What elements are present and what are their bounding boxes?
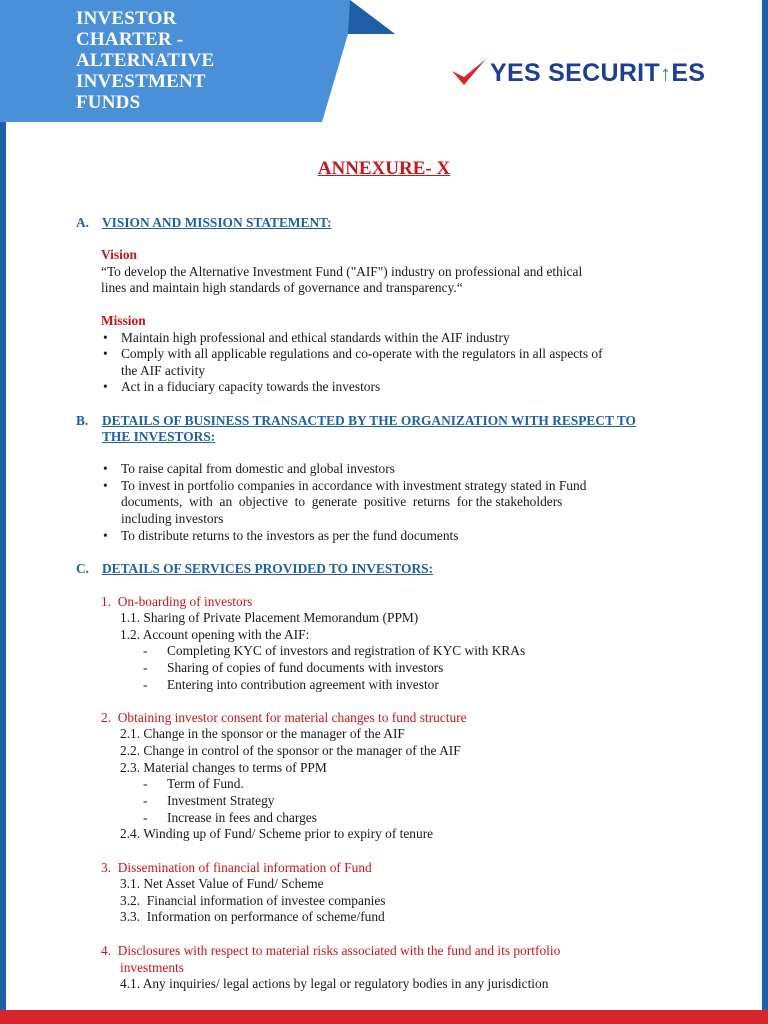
service-line: 1.1. Sharing of Private Placement Memorandum (PPM) <box>120 610 419 625</box>
right-border <box>762 0 768 1024</box>
service-line: 3.3. Information on performance of scheme/fund <box>120 909 385 924</box>
checkmark-icon <box>450 57 488 89</box>
section-b-letter: B. <box>76 413 89 428</box>
mission-item: Maintain high professional and ethical standards within the AIF industry <box>121 330 510 345</box>
business-item: To raise capital from domestic and global investors <box>121 461 395 476</box>
header-title <box>76 8 316 113</box>
business-item: To invest in portfolio companies in accordance with investment strategy stated in Fund <box>121 478 587 493</box>
dash-icon: - <box>143 677 148 692</box>
header-title-line: INVESTOR <box>76 8 177 29</box>
bullet-icon: • <box>103 379 108 394</box>
service-heading-continued: investments <box>120 960 184 975</box>
business-item: To distribute returns to the investors as per the fund documents <box>121 528 459 543</box>
service-heading: 4. Disclosures with respect to material risks associated with the fund and its portfolio <box>101 943 561 958</box>
service-sub-item: Investment Strategy <box>167 793 275 808</box>
service-sub-item: Term of Fund. <box>167 776 244 791</box>
annexure-title: ANNEXURE- X <box>317 158 451 179</box>
bullet-icon: • <box>103 461 108 476</box>
service-heading: 2. Obtaining investor consent for material changes to fund structure <box>101 710 467 725</box>
header-title-line: CHARTER - <box>76 29 184 50</box>
service-sub-item: Completing KYC of investors and registration of KYC with KRAs <box>167 643 526 658</box>
service-sub-item: Sharing of copies of fund documents with investors <box>167 660 444 675</box>
logo-text-b: ES <box>671 58 706 87</box>
header-title-line: ALTERNATIVE <box>76 50 215 71</box>
up-arrow-icon: ↑ <box>660 60 672 86</box>
service-line: 2.3. Material changes to terms of PPM <box>120 760 327 775</box>
dash-icon: - <box>143 660 148 675</box>
business-item-continued: documents, with an objective to generate positive returns for the stakeholders <box>121 494 563 509</box>
service-line: 2.2. Change in control of the sponsor or the manager of the AIF <box>120 743 461 758</box>
mission-heading: Mission <box>101 313 146 328</box>
vision-text-line: lines and maintain high standards of governance and transparency.“ <box>101 280 463 295</box>
logo-text-a: YES SECURIT <box>490 58 660 87</box>
section-b-title: DETAILS OF BUSINESS TRANSACTED BY THE ORGANIZATION WITH RESPECT TO <box>102 413 636 428</box>
mission-item: Comply with all applicable regulations and co-operate with the regulators in all aspects of <box>121 346 603 361</box>
business-item-continued: including investors <box>121 511 224 526</box>
vision-heading: Vision <box>101 247 137 262</box>
bullet-icon: • <box>103 528 108 543</box>
bottom-bar <box>0 1010 768 1024</box>
bullet-icon: • <box>103 346 108 361</box>
section-b-title: THE INVESTORS: <box>102 429 216 444</box>
left-border <box>0 0 6 1024</box>
bullet-icon: • <box>103 330 108 345</box>
service-sub-item: Increase in fees and charges <box>167 810 317 825</box>
section-a-letter: A. <box>76 215 90 230</box>
header-title-line: INVESTMENT <box>76 71 206 92</box>
service-line: 4.1. Any inquiries/ legal actions by legal or regulatory bodies in any jurisdiction <box>120 976 549 991</box>
service-line: 3.1. Net Asset Value of Fund/ Scheme <box>120 876 324 891</box>
service-line: 3.2. Financial information of investee companies <box>120 893 386 908</box>
section-c-letter: C. <box>76 561 90 576</box>
section-a-title: VISION AND MISSION STATEMENT: <box>102 215 332 230</box>
logo-text <box>490 59 705 88</box>
service-line: 1.2. Account opening with the AIF: <box>120 627 310 642</box>
bullet-icon: • <box>103 478 108 493</box>
dash-icon: - <box>143 643 148 658</box>
dash-icon: - <box>143 793 148 808</box>
dash-icon: - <box>143 776 148 791</box>
service-sub-item: Entering into contribution agreement with investor <box>167 677 439 692</box>
dash-icon: - <box>143 810 148 825</box>
service-line: 2.4. Winding up of Fund/ Scheme prior to expiry of tenure <box>120 826 434 841</box>
company-logo <box>450 55 705 91</box>
mission-item-continued: the AIF activity <box>121 363 206 378</box>
service-heading: 3. Dissemination of financial information of Fund <box>101 860 372 875</box>
service-heading: 1. On-boarding of investors <box>101 594 253 609</box>
section-c-title: DETAILS OF SERVICES PROVIDED TO INVESTORS: <box>102 561 434 576</box>
vision-text-line: “To develop the Alternative Investment Fund ("AIF") industry on professional and ethical <box>101 264 583 279</box>
mission-item: Act in a fiduciary capacity towards the investors <box>121 379 381 394</box>
service-line: 2.1. Change in the sponsor or the manager of the AIF <box>120 726 405 741</box>
header-title-line: FUNDS <box>76 92 141 113</box>
